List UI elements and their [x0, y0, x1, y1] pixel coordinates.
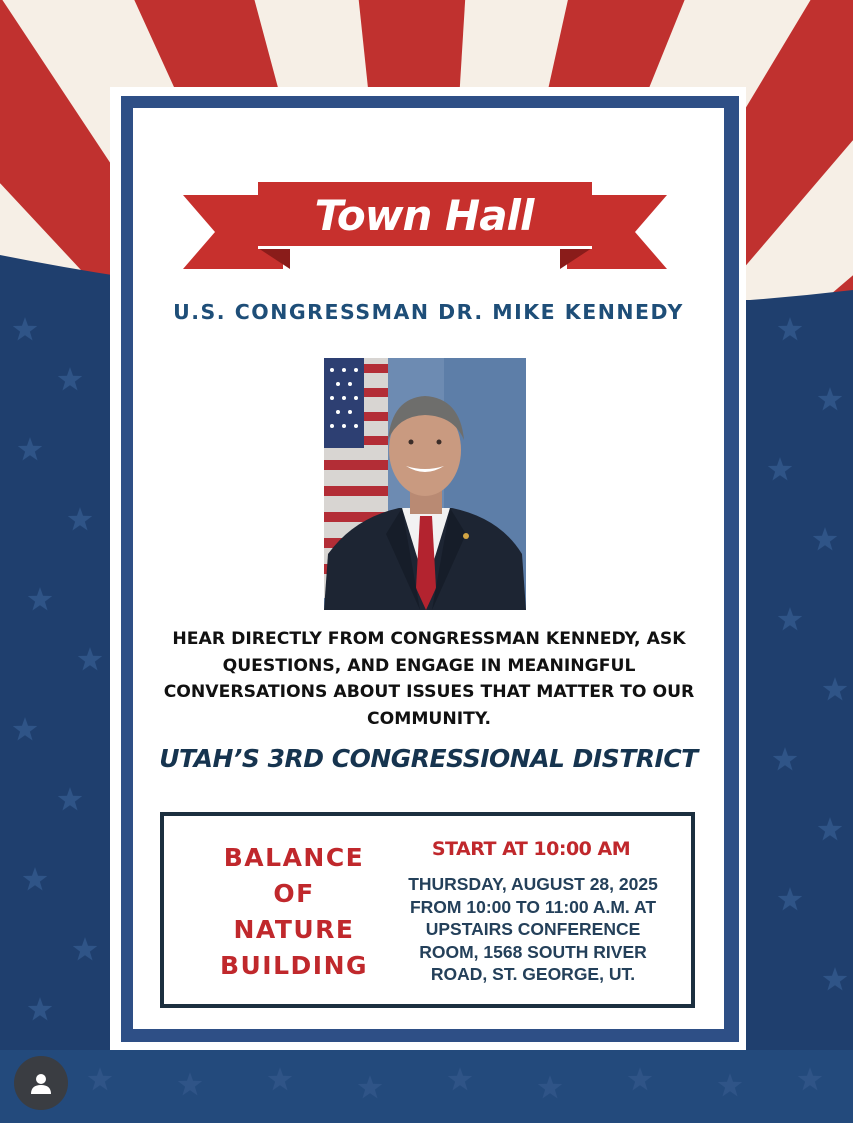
- details-line: FROM 10:00 TO 11:00 A.M. AT: [409, 896, 657, 917]
- banner-title: Town Hall: [314, 190, 534, 240]
- details-line: ROOM, 1568 SOUTH RIVER: [419, 941, 647, 962]
- profile-button[interactable]: [14, 1056, 68, 1110]
- venue-line: BALANCE: [223, 843, 365, 872]
- start-time: START AT 10:00 AM: [431, 838, 631, 860]
- event-details: [396, 873, 670, 986]
- venue-line: OF: [273, 879, 315, 908]
- details-line: THURSDAY, AUGUST 28, 2025: [408, 874, 658, 894]
- congressman-portrait: [324, 358, 526, 610]
- event-description: HEAR DIRECTLY FROM CONGRESSMAN KENNEDY, ASK QUESTIONS, AND ENGAGE IN MEANINGFUL CONVERSATIONS ABOUT ISSUES THAT MATTER TO OUR COMMUNITY.: [163, 629, 695, 729]
- congressman-heading: U.S. CONGRESSMAN DR. MIKE KENNEDY: [173, 300, 684, 324]
- details-line: UPSTAIRS CONFERENCE: [425, 919, 641, 939]
- venue-line: NATURE: [233, 915, 355, 944]
- user-avatar-icon: [29, 1071, 53, 1095]
- district-heading: UTAH’S 3RD CONGRESSIONAL DISTRICT: [159, 744, 698, 773]
- details-line: ROAD, ST. GEORGE, UT.: [430, 964, 636, 984]
- venue-name: [196, 840, 392, 984]
- venue-line: BUILDING: [219, 951, 369, 980]
